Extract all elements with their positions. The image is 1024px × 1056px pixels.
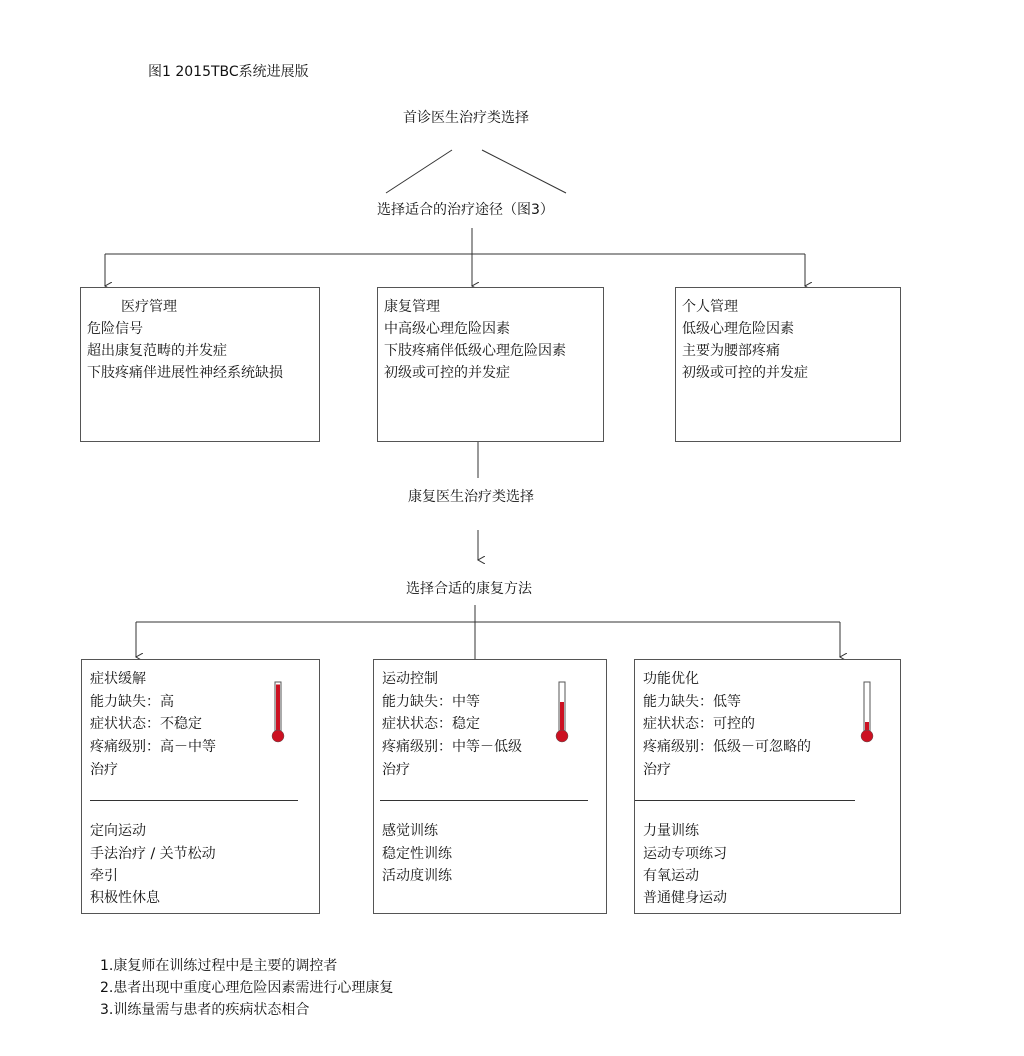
split-line-right [482,150,566,193]
medical-management-box [80,287,320,442]
pathway-label: 选择适合的治疗途径（图3） [377,202,554,218]
detail-line: 症状状态：稳定 [382,716,480,732]
note-item: 3.训练量需与患者的疾病状态相合 [100,1002,310,1018]
detail-line: 能力缺失：中等 [382,694,480,710]
rehab-doctor-label: 康复医生治疗类选择 [408,489,534,505]
note-item: 1.康复师在训练过程中是主要的调控者 [100,958,338,974]
detail-line: 治疗 [90,762,118,778]
thermometer-bulb [272,730,284,742]
detail-line: 疼痛级别：高－中等 [90,739,216,755]
treatment-line: 有氧运动 [643,868,699,884]
treatment-line: 稳定性训练 [382,846,452,862]
motor-control-box [373,659,607,914]
treatment-line: 感觉训练 [382,823,438,839]
thermometer-fill [560,702,564,732]
note-item: 2.患者出现中重度心理危险因素需进行心理康复 [100,980,394,996]
top-title: 首诊医生治疗类选择 [403,110,529,126]
box-line: 主要为腰部疼痛 [682,343,780,359]
box-title: 医疗管理 [121,299,177,315]
personal-management-box [675,287,901,442]
split-line-left [386,150,452,193]
thermometer-icon [857,680,877,744]
box-title: 运动控制 [382,671,438,687]
thermometer-fill [276,685,280,733]
treatment-line: 定向运动 [90,823,146,839]
figure-caption: 图1 2015TBC系统进展版 [148,64,309,80]
rehab-management-box [377,287,604,442]
thermometer-bulb [556,730,568,742]
divider [380,800,588,801]
detail-line: 能力缺失：高 [90,694,174,710]
box-line: 中高级心理危险因素 [384,321,510,337]
rehab-method-label: 选择合适的康复方法 [406,581,532,597]
detail-line: 症状状态：不稳定 [90,716,202,732]
function-optimization-box [634,659,901,914]
treatment-line: 运动专项练习 [643,846,727,862]
box-line: 下肢疼痛伴低级心理危险因素 [384,343,566,359]
treatment-line: 力量训练 [643,823,699,839]
detail-line: 疼痛级别：低级－可忽略的 [643,739,811,755]
box-line: 危险信号 [87,321,143,337]
treatment-line: 活动度训练 [382,868,452,884]
treatment-line: 普通健身运动 [643,890,727,906]
divider [90,800,298,801]
detail-line: 疼痛级别：中等－低级 [382,739,522,755]
box-title: 个人管理 [682,299,738,315]
divider [635,800,855,801]
detail-line: 能力缺失：低等 [643,694,741,710]
treatment-line: 手法治疗 / 关节松动 [90,846,216,862]
thermometer-icon [552,680,572,744]
treatment-line: 牵引 [90,868,118,884]
box-line: 初级或可控的并发症 [682,365,808,381]
box-title: 功能优化 [643,671,699,687]
box-line: 低级心理危险因素 [682,321,794,337]
thermometer-icon [268,680,288,744]
detail-line: 症状状态：可控的 [643,716,755,732]
box-title: 症状缓解 [90,671,146,687]
box-line: 下肢疼痛伴进展性神经系统缺损 [87,365,283,381]
box-line: 初级或可控的并发症 [384,365,510,381]
symptom-relief-box [81,659,320,914]
box-title: 康复管理 [384,299,440,315]
detail-line: 治疗 [382,762,410,778]
treatment-line: 积极性休息 [90,890,160,906]
detail-line: 治疗 [643,762,671,778]
thermometer-bulb [861,730,873,742]
box-line: 超出康复范畴的并发症 [87,343,227,359]
